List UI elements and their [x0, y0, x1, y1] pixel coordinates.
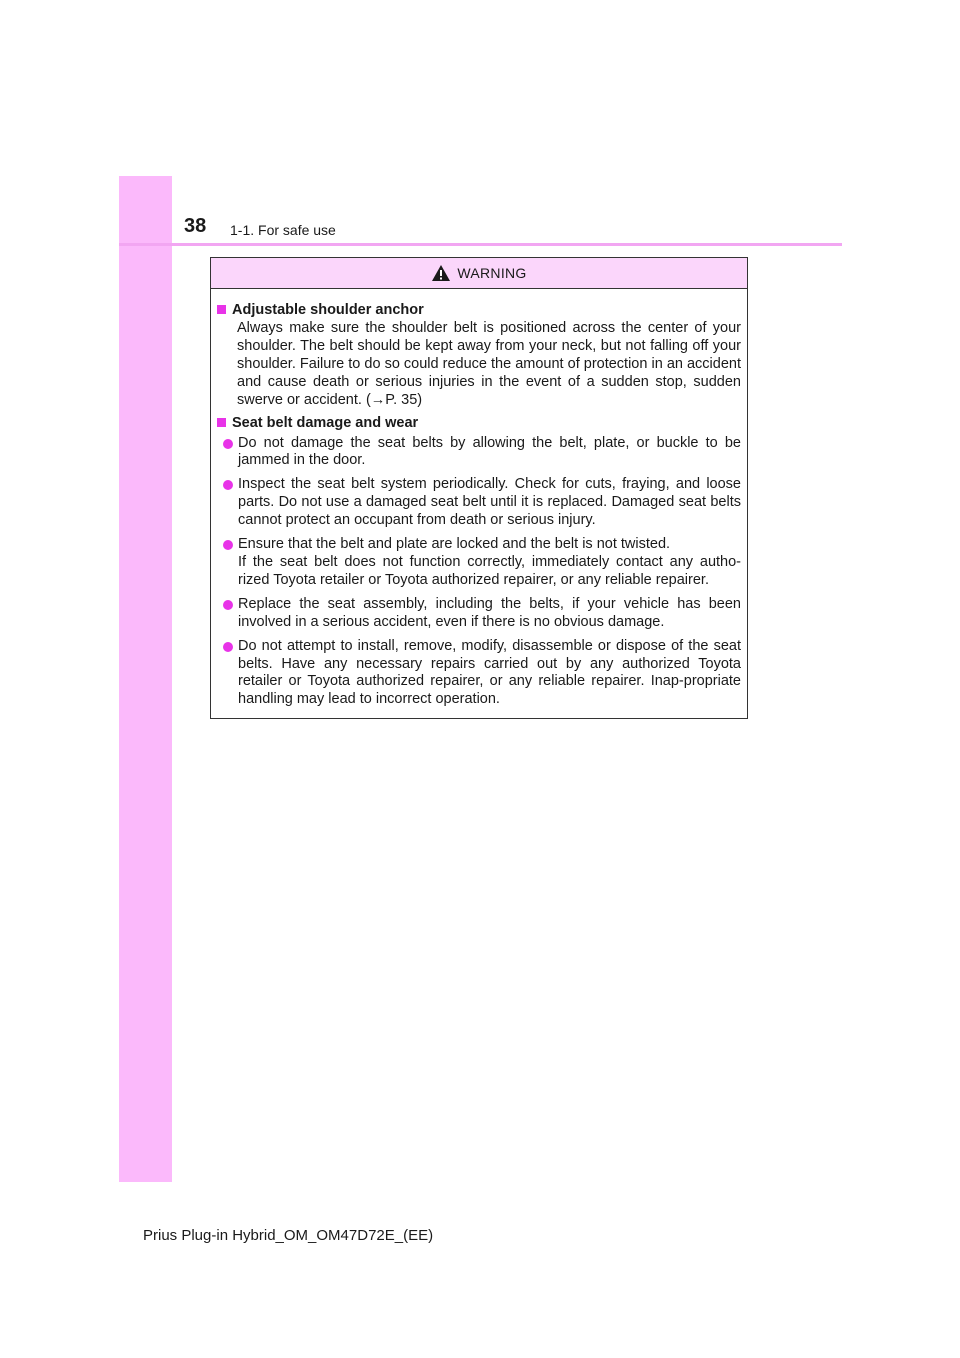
section-heading: [217, 301, 741, 319]
footer-manual-id: Prius Plug-in Hybrid_OM_OM47D72E_(EE): [143, 1227, 434, 1244]
list-item-text: Do not damage the seat belts by allowing the belt, plate, or buckle to be jammed in the door.: [238, 434, 741, 469]
round-bullet-icon: [223, 439, 233, 449]
round-bullet-icon: [223, 480, 233, 490]
list-item: [217, 638, 741, 710]
list-item-text: Replace the seat assembly, including the belts, if your vehicle has been involved in a serious accident, even if there is no obvious damage.: [238, 595, 741, 630]
warning-triangle-icon: [431, 264, 451, 282]
heading-shoulder-anchor: Adjustable shoulder anchor: [232, 302, 424, 318]
warning-title: WARNING: [457, 265, 527, 281]
list-item: [217, 476, 741, 530]
heading-belt-damage: Seat belt damage and wear: [232, 414, 419, 431]
square-bullet-icon: [217, 418, 226, 427]
round-bullet-icon: [223, 642, 233, 652]
round-bullet-icon: [223, 540, 233, 550]
list-item-text: Ensure that the belt and plate are locked and the belt is not twisted.: [238, 536, 671, 553]
round-bullet-icon: [223, 600, 233, 610]
list-item: [217, 536, 741, 590]
section-heading: [217, 414, 741, 432]
section-title: 1-1. For safe use: [230, 222, 336, 238]
side-tab-bar: [119, 176, 172, 1182]
warning-header: [211, 258, 747, 289]
list-item-text: If the seat belt does not function correctly, immediately contact any autho-rized Toyota retailer or Toyota authorized repairer, or any reliable repairer.: [238, 553, 741, 588]
warning-body: [211, 289, 747, 709]
warning-box: [210, 257, 748, 719]
shoulder-anchor-text: Always make sure the shoulder belt is positioned across the center of your shoulder. The belt should be kept away from your neck, but not falling off your shoulder. Failure to do so could reduce the amount of protection in an accident and cause death or serious injuries in the event of a sudden stop, sudden swerve or accident. (→P. 35): [237, 320, 741, 408]
list-item: [217, 435, 741, 471]
square-bullet-icon: [217, 305, 226, 314]
list-item-text: Inspect the seat belt system periodically. Check for cuts, fraying, and loose parts. Do not use a damaged seat belt until it is replaced. Damaged seat belts cannot protect an occupant from death or serious injury.: [238, 476, 741, 529]
page-number: 38: [184, 215, 207, 237]
header-divider: [119, 243, 842, 246]
list-item-text: Do not attempt to install, remove, modify, disassemble or dispose of the seat belts. Have any necessary repairs carried out by any authorized Toyota retailer or Toyota authorized repairer, or any reliable repairer. Inap-propriate handling may lead to incorrect operation.: [238, 637, 741, 708]
list-item: [217, 596, 741, 632]
